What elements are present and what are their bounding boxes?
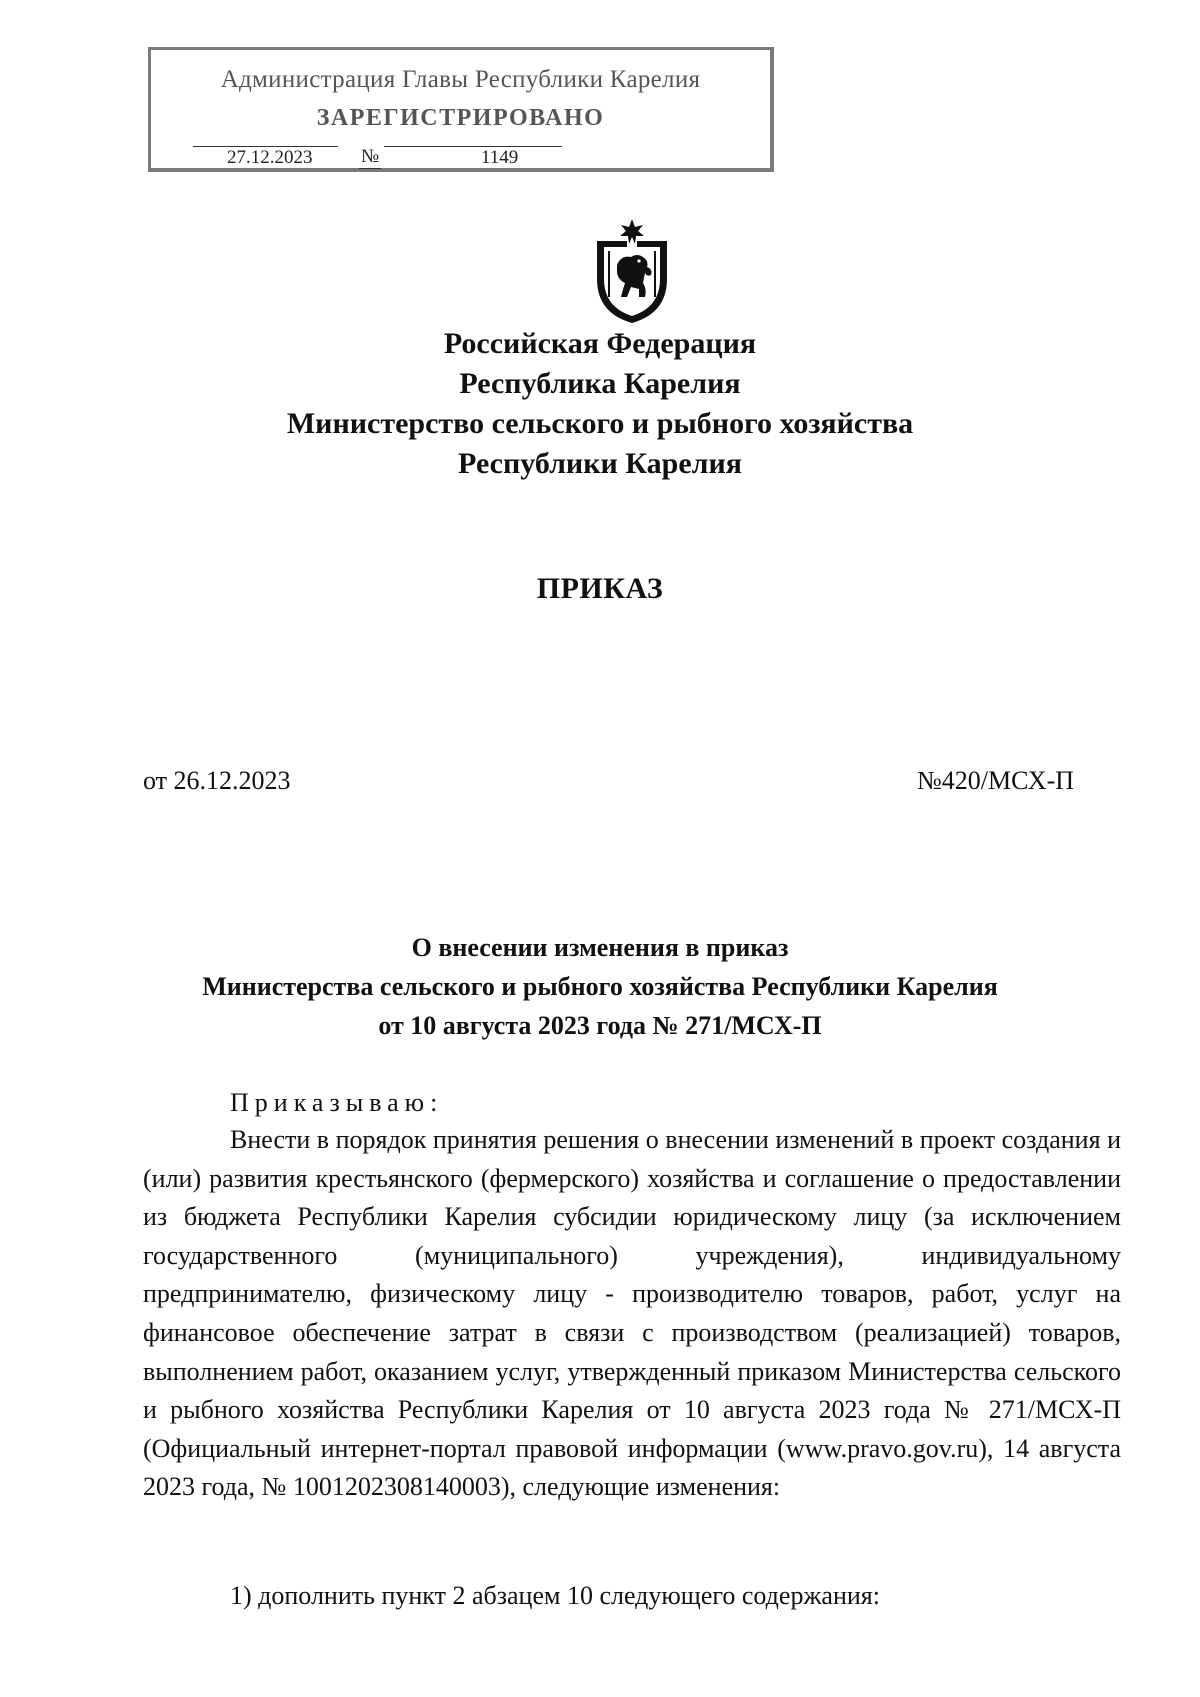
stamp-number-sign: №	[361, 146, 380, 167]
document-type: ПРИКАЗ	[536, 572, 664, 605]
stamp-number-underline	[384, 146, 562, 147]
registration-stamp	[148, 47, 774, 172]
stamp-date: 27.12.2023	[227, 147, 313, 168]
title-line-2: Министерства сельского и рыбного хозяйства Республики Карелия	[202, 972, 998, 1001]
document-number: №420/МСХ-П	[916, 766, 1074, 795]
title-line-1: О внесении изменения в приказ	[411, 933, 789, 962]
order-word: Приказываю:	[230, 1088, 444, 1117]
title-line-3: от 10 августа 2023 года № 271/МСХ-П	[378, 1011, 822, 1040]
list-item-1: 1) дополнить пункт 2 абзацем 10 следующего содержания:	[230, 1581, 880, 1610]
document-date: от 26.12.2023	[143, 766, 291, 795]
karelia-coat-of-arms-icon	[587, 217, 677, 325]
stamp-status: ЗАРЕГИСТРИРОВАНО	[316, 105, 605, 131]
header-region: Республика Карелия	[459, 367, 741, 400]
header-ministry-region: Республики Карелия	[458, 447, 742, 480]
body-paragraph: Внести в порядок принятия решения о внесении изменений в проект создания и (или) развития крестьянского (фермерского) хозяйства и соглашение о предоставлении из бюджета Республики Карелия субсидии юридическому лицу (за исключением государственного (муниципального) учреждения), индивидуальному предпринимателю, физическому лицу - производителю товаров, работ, услуг на финансовое обеспечение затрат в связи с производством (реализацией) товаров, выполнением работ, оказанием услуг, утвержденный приказом Министерства сельского и рыбного хозяйства Республики Карелия от 10 августа 2023 года № 271/МСХ-П (Официальный интернет-портал правовой информации (www.pravo.gov.ru), 14 августа 2023 года, № 1001202308140003), следующие изменения:	[143, 1125, 1121, 1502]
header-ministry: Министерство сельского и рыбного хозяйства	[286, 407, 914, 440]
header-country: Российская Федерация	[443, 327, 757, 360]
stamp-number: 1149	[481, 147, 519, 168]
stamp-organization: Администрация Главы Республики Карелия	[220, 66, 701, 93]
